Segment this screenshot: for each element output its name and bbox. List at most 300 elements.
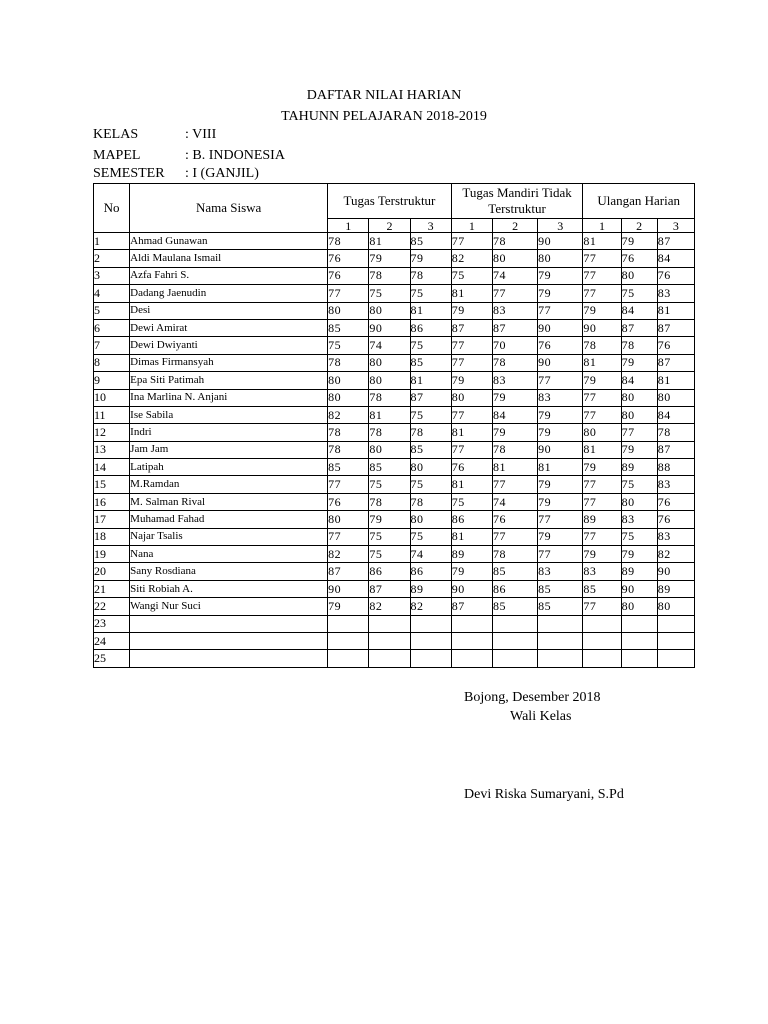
score-cell: 87 — [657, 441, 694, 458]
row-number: 21 — [94, 580, 130, 597]
score-cell: 77 — [328, 476, 369, 493]
score-cell: 83 — [492, 372, 537, 389]
info-kelas — [93, 125, 216, 145]
score-cell: 79 — [621, 354, 657, 371]
student-name: Desi — [130, 302, 328, 319]
row-number: 25 — [94, 650, 130, 667]
row-number: 23 — [94, 615, 130, 632]
table-row — [94, 546, 695, 563]
score-cell: 77 — [583, 493, 621, 510]
student-name: Epa Siti Patimah — [130, 372, 328, 389]
score-cell: 78 — [369, 389, 410, 406]
subheader-1: 1 — [328, 219, 369, 233]
subheader-1: 1 — [583, 219, 621, 233]
score-cell: 90 — [621, 580, 657, 597]
info-semester — [93, 164, 259, 184]
score-cell — [328, 632, 369, 649]
score-cell: 87 — [451, 319, 492, 336]
subheader-2: 2 — [369, 219, 410, 233]
score-cell: 79 — [492, 424, 537, 441]
student-name: Siti Robiah A. — [130, 580, 328, 597]
kelas-value: : VIII — [185, 127, 217, 142]
score-cell: 78 — [369, 267, 410, 284]
score-cell: 75 — [369, 528, 410, 545]
score-cell: 83 — [621, 511, 657, 528]
score-cell: 90 — [369, 319, 410, 336]
score-cell: 77 — [451, 441, 492, 458]
row-number: 17 — [94, 511, 130, 528]
score-cell — [410, 632, 451, 649]
score-cell: 77 — [492, 476, 537, 493]
table-row — [94, 267, 695, 284]
score-cell: 79 — [492, 389, 537, 406]
score-cell — [410, 615, 451, 632]
header-tugas-terstruktur: Tugas Terstruktur — [328, 184, 452, 219]
row-number: 19 — [94, 546, 130, 563]
score-cell: 76 — [328, 250, 369, 267]
header-name: Nama Siswa — [130, 184, 328, 233]
score-cell: 77 — [583, 476, 621, 493]
score-cell: 85 — [369, 459, 410, 476]
score-cell: 87 — [657, 233, 694, 250]
score-cell: 78 — [492, 546, 537, 563]
score-cell: 85 — [328, 319, 369, 336]
score-cell: 79 — [621, 441, 657, 458]
score-cell: 85 — [492, 563, 537, 580]
row-number: 20 — [94, 563, 130, 580]
score-cell: 82 — [328, 406, 369, 423]
table-row — [94, 354, 695, 371]
score-cell: 76 — [328, 493, 369, 510]
score-cell: 81 — [451, 528, 492, 545]
score-cell — [451, 632, 492, 649]
score-cell: 79 — [328, 598, 369, 615]
score-cell: 78 — [621, 337, 657, 354]
score-cell: 81 — [538, 459, 583, 476]
info-mapel — [93, 146, 285, 166]
score-cell: 89 — [451, 546, 492, 563]
score-cell: 79 — [451, 563, 492, 580]
score-cell: 83 — [657, 528, 694, 545]
score-cell — [369, 632, 410, 649]
mapel-label: MAPEL — [93, 148, 141, 163]
score-cell: 89 — [621, 459, 657, 476]
score-cell: 80 — [328, 372, 369, 389]
score-cell: 80 — [410, 459, 451, 476]
score-cell: 78 — [328, 424, 369, 441]
score-cell: 85 — [410, 441, 451, 458]
score-cell: 79 — [538, 267, 583, 284]
score-cell: 79 — [538, 406, 583, 423]
student-name: Ahmad Gunawan — [130, 233, 328, 250]
score-cell: 80 — [621, 389, 657, 406]
table-row — [94, 372, 695, 389]
row-number: 18 — [94, 528, 130, 545]
score-cell: 86 — [369, 563, 410, 580]
score-cell: 87 — [369, 580, 410, 597]
score-cell: 77 — [583, 406, 621, 423]
row-number: 2 — [94, 250, 130, 267]
student-name: Dadang Jaenudin — [130, 285, 328, 302]
score-cell: 77 — [451, 233, 492, 250]
score-cell: 79 — [538, 476, 583, 493]
row-number: 4 — [94, 285, 130, 302]
table-row — [94, 441, 695, 458]
score-cell: 84 — [657, 250, 694, 267]
score-cell: 79 — [410, 250, 451, 267]
score-cell: 83 — [657, 285, 694, 302]
score-cell: 81 — [369, 406, 410, 423]
score-cell: 86 — [451, 511, 492, 528]
score-cell: 77 — [621, 424, 657, 441]
score-cell: 76 — [657, 493, 694, 510]
score-cell: 77 — [538, 302, 583, 319]
score-cell: 89 — [583, 511, 621, 528]
score-cell: 77 — [328, 285, 369, 302]
score-cell — [657, 650, 694, 667]
student-name: Dewi Dwiyanti — [130, 337, 328, 354]
document-subtitle: TAHUNN PELAJARAN 2018-2019 — [281, 109, 487, 124]
score-cell: 81 — [492, 459, 537, 476]
score-cell — [451, 615, 492, 632]
score-cell: 81 — [451, 424, 492, 441]
score-cell: 78 — [657, 424, 694, 441]
student-name: Dimas Firmansyah — [130, 354, 328, 371]
score-cell: 75 — [410, 285, 451, 302]
score-cell: 79 — [583, 546, 621, 563]
score-cell: 79 — [451, 372, 492, 389]
score-cell — [583, 615, 621, 632]
score-cell: 77 — [538, 372, 583, 389]
score-cell: 85 — [410, 233, 451, 250]
table-row — [94, 337, 695, 354]
score-cell — [410, 650, 451, 667]
score-cell: 77 — [583, 528, 621, 545]
score-cell: 77 — [583, 285, 621, 302]
score-cell: 90 — [538, 354, 583, 371]
score-cell: 80 — [657, 389, 694, 406]
score-cell: 76 — [538, 337, 583, 354]
score-cell: 85 — [328, 459, 369, 476]
score-cell — [538, 632, 583, 649]
score-cell — [657, 615, 694, 632]
score-cell: 78 — [410, 424, 451, 441]
table-row — [94, 319, 695, 336]
score-cell: 77 — [583, 598, 621, 615]
student-name — [130, 650, 328, 667]
score-cell: 89 — [410, 580, 451, 597]
score-cell: 78 — [583, 337, 621, 354]
score-cell: 81 — [369, 233, 410, 250]
table-row — [94, 285, 695, 302]
score-cell: 81 — [451, 476, 492, 493]
score-cell: 87 — [657, 354, 694, 371]
row-number: 11 — [94, 406, 130, 423]
score-cell: 79 — [451, 302, 492, 319]
table-row — [94, 563, 695, 580]
student-name — [130, 615, 328, 632]
row-number: 8 — [94, 354, 130, 371]
score-cell: 87 — [621, 319, 657, 336]
score-cell: 75 — [410, 337, 451, 354]
score-cell: 80 — [621, 267, 657, 284]
score-cell: 80 — [657, 598, 694, 615]
score-cell: 74 — [492, 267, 537, 284]
score-cell: 80 — [369, 441, 410, 458]
row-number: 9 — [94, 372, 130, 389]
score-cell: 79 — [369, 250, 410, 267]
score-cell: 80 — [369, 354, 410, 371]
subheader-3: 3 — [657, 219, 694, 233]
score-cell: 90 — [328, 580, 369, 597]
score-cell: 77 — [492, 528, 537, 545]
student-name: Ina Marlina N. Anjani — [130, 389, 328, 406]
score-cell: 88 — [657, 459, 694, 476]
subheader-1: 1 — [451, 219, 492, 233]
table-row — [94, 598, 695, 615]
score-cell — [538, 615, 583, 632]
score-cell: 78 — [492, 354, 537, 371]
student-name: Nana — [130, 546, 328, 563]
student-name: Muhamad Fahad — [130, 511, 328, 528]
student-name: Ise Sabila — [130, 406, 328, 423]
row-number: 1 — [94, 233, 130, 250]
student-name: Najar Tsalis — [130, 528, 328, 545]
score-cell: 75 — [369, 546, 410, 563]
table-row — [94, 459, 695, 476]
score-cell: 78 — [369, 424, 410, 441]
table-row — [94, 389, 695, 406]
score-cell: 77 — [583, 250, 621, 267]
table-row — [94, 250, 695, 267]
score-cell — [621, 650, 657, 667]
score-cell — [538, 650, 583, 667]
score-cell: 80 — [538, 250, 583, 267]
score-cell: 85 — [492, 598, 537, 615]
score-cell: 81 — [583, 233, 621, 250]
score-cell: 75 — [621, 476, 657, 493]
score-cell: 76 — [657, 337, 694, 354]
score-cell: 77 — [583, 267, 621, 284]
row-number: 3 — [94, 267, 130, 284]
student-name: Aldi Maulana Ismail — [130, 250, 328, 267]
document-title: DAFTAR NILAI HARIAN — [306, 88, 462, 103]
row-number: 15 — [94, 476, 130, 493]
table-row — [94, 233, 695, 250]
score-cell: 90 — [538, 441, 583, 458]
score-cell: 78 — [410, 493, 451, 510]
row-number: 5 — [94, 302, 130, 319]
score-cell: 85 — [583, 580, 621, 597]
score-cell: 80 — [583, 424, 621, 441]
score-cell: 85 — [538, 580, 583, 597]
score-cell: 78 — [328, 441, 369, 458]
score-cell: 76 — [657, 267, 694, 284]
score-cell: 77 — [451, 337, 492, 354]
row-number: 12 — [94, 424, 130, 441]
mapel-value: : B. INDONESIA — [185, 148, 285, 163]
student-name: Wangi Nur Suci — [130, 598, 328, 615]
score-cell: 75 — [621, 285, 657, 302]
score-cell: 81 — [583, 441, 621, 458]
score-cell: 82 — [369, 598, 410, 615]
score-cell: 89 — [657, 580, 694, 597]
score-cell — [369, 650, 410, 667]
row-number: 13 — [94, 441, 130, 458]
score-cell — [492, 650, 537, 667]
score-cell: 86 — [410, 319, 451, 336]
score-cell: 76 — [451, 459, 492, 476]
table-row — [94, 650, 695, 667]
semester-label: SEMESTER — [93, 166, 165, 181]
score-cell: 75 — [410, 476, 451, 493]
score-cell: 80 — [369, 372, 410, 389]
score-cell: 75 — [451, 267, 492, 284]
score-cell: 77 — [328, 528, 369, 545]
score-cell: 83 — [583, 563, 621, 580]
score-cell: 75 — [410, 406, 451, 423]
score-cell — [451, 650, 492, 667]
score-cell: 79 — [369, 511, 410, 528]
score-cell: 83 — [538, 389, 583, 406]
signature-name: Devi Riska Sumaryani, S.Pd — [464, 787, 624, 802]
score-cell: 76 — [492, 511, 537, 528]
score-cell: 82 — [451, 250, 492, 267]
table-row — [94, 511, 695, 528]
score-cell: 80 — [328, 511, 369, 528]
score-cell: 75 — [328, 337, 369, 354]
score-cell: 80 — [369, 302, 410, 319]
score-cell: 74 — [369, 337, 410, 354]
score-cell: 81 — [583, 354, 621, 371]
row-number: 22 — [94, 598, 130, 615]
score-cell: 79 — [538, 528, 583, 545]
score-cell: 84 — [657, 406, 694, 423]
score-cell: 78 — [410, 267, 451, 284]
score-cell: 82 — [328, 546, 369, 563]
score-cell: 79 — [621, 233, 657, 250]
score-cell: 81 — [657, 372, 694, 389]
score-cell — [583, 650, 621, 667]
table-row — [94, 615, 695, 632]
score-cell: 90 — [583, 319, 621, 336]
score-cell: 87 — [657, 319, 694, 336]
score-cell: 84 — [492, 406, 537, 423]
score-cell: 77 — [538, 546, 583, 563]
score-cell: 84 — [621, 372, 657, 389]
student-name: Azfa Fahri S. — [130, 267, 328, 284]
score-cell: 89 — [621, 563, 657, 580]
score-cell: 78 — [328, 233, 369, 250]
score-cell: 78 — [369, 493, 410, 510]
table-row — [94, 406, 695, 423]
student-name: Sany Rosdiana — [130, 563, 328, 580]
score-cell: 80 — [328, 389, 369, 406]
score-cell: 90 — [538, 233, 583, 250]
score-cell — [583, 632, 621, 649]
header-tugas-mandiri: Tugas Mandiri Tidak Terstruktur — [451, 184, 583, 219]
score-cell: 81 — [410, 302, 451, 319]
table-row — [94, 528, 695, 545]
score-cell: 77 — [583, 389, 621, 406]
row-number: 14 — [94, 459, 130, 476]
score-cell: 80 — [621, 598, 657, 615]
score-cell: 87 — [328, 563, 369, 580]
score-cell: 87 — [492, 319, 537, 336]
grades-body — [94, 233, 695, 668]
row-number: 7 — [94, 337, 130, 354]
score-cell: 85 — [538, 598, 583, 615]
signature-role: Wali Kelas — [510, 709, 572, 724]
score-cell: 75 — [621, 528, 657, 545]
score-cell: 77 — [492, 285, 537, 302]
score-cell: 81 — [451, 285, 492, 302]
score-cell: 76 — [621, 250, 657, 267]
student-name: Latipah — [130, 459, 328, 476]
row-number: 6 — [94, 319, 130, 336]
score-cell — [621, 615, 657, 632]
score-cell: 80 — [410, 511, 451, 528]
score-cell: 79 — [538, 493, 583, 510]
score-cell — [621, 632, 657, 649]
score-cell: 77 — [451, 406, 492, 423]
score-cell — [492, 632, 537, 649]
score-cell: 83 — [657, 476, 694, 493]
table-row — [94, 476, 695, 493]
score-cell: 75 — [369, 285, 410, 302]
score-cell: 82 — [657, 546, 694, 563]
student-name: Indri — [130, 424, 328, 441]
student-name: M. Salman Rival — [130, 493, 328, 510]
kelas-label: KELAS — [93, 127, 139, 142]
subheader-3: 3 — [538, 219, 583, 233]
score-cell: 86 — [410, 563, 451, 580]
semester-value: : I (GANJIL) — [185, 166, 259, 181]
score-cell: 79 — [583, 302, 621, 319]
score-cell — [328, 615, 369, 632]
score-cell: 77 — [538, 511, 583, 528]
score-cell — [492, 615, 537, 632]
score-cell: 76 — [657, 511, 694, 528]
score-cell: 80 — [451, 389, 492, 406]
score-cell: 81 — [657, 302, 694, 319]
student-name: M.Ramdan — [130, 476, 328, 493]
row-number: 16 — [94, 493, 130, 510]
score-cell: 80 — [621, 406, 657, 423]
score-cell: 77 — [451, 354, 492, 371]
student-name: Dewi Amirat — [130, 319, 328, 336]
subheader-2: 2 — [621, 219, 657, 233]
score-cell — [369, 615, 410, 632]
score-cell: 78 — [492, 441, 537, 458]
table-row — [94, 424, 695, 441]
row-number: 24 — [94, 632, 130, 649]
score-cell: 90 — [538, 319, 583, 336]
score-cell: 86 — [492, 580, 537, 597]
score-cell: 76 — [328, 267, 369, 284]
score-cell: 80 — [328, 302, 369, 319]
score-cell: 79 — [583, 372, 621, 389]
score-cell: 85 — [410, 354, 451, 371]
score-cell: 90 — [451, 580, 492, 597]
student-name — [130, 632, 328, 649]
table-row — [94, 493, 695, 510]
score-cell: 83 — [538, 563, 583, 580]
score-cell: 80 — [621, 493, 657, 510]
score-cell: 75 — [451, 493, 492, 510]
student-name: Jam Jam — [130, 441, 328, 458]
score-cell: 87 — [451, 598, 492, 615]
